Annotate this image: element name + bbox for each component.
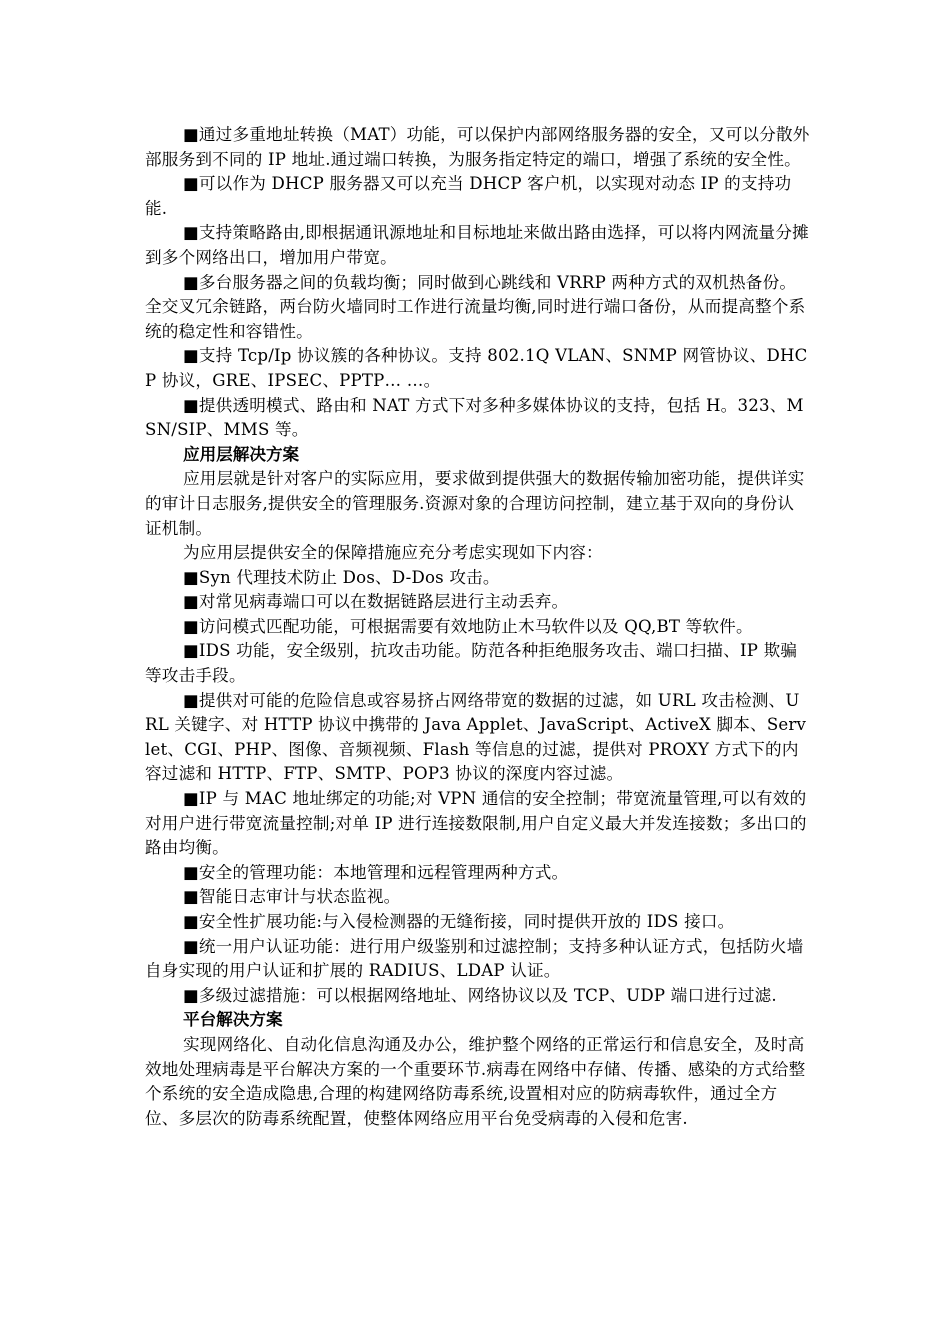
paragraph-management: ■安全的管理功能：本地管理和远程管理两种方式。 [183, 862, 569, 882]
paragraph-multimedia: ■提供透明模式、路由和 NAT 方式下对多种多媒体协议的支持，包括 H。323、MSN/SIP、MMS 等。 [145, 395, 804, 440]
heading-application-layer: 应用层解决方案 [183, 444, 300, 464]
paragraph-syn-proxy: ■Syn 代理技术防止 Dos、D-Dos 攻击。 [183, 567, 500, 587]
paragraph-policy-routing: ■支持策略路由,即根据通讯源地址和目标地址来做出路由选择，可以将内网流量分摊到多个网络出口，增加用户带宽。 [145, 223, 809, 267]
paragraph-ip-mac: ■IP 与 MAC 地址绑定的功能;对 VPN 通信的安全控制；带宽流量管理,可以有效的对用户进行带宽流量控制;对单 IP 进行连接数限制,用户自定义最大并发连接数；多出口的路由均衡。 [145, 789, 807, 858]
paragraph-virus-ports: ■对常见病毒端口可以在数据链路层进行主动丢弃。 [183, 592, 569, 612]
paragraph-auth: ■统一用户认证功能：进行用户级鉴别和过滤控制；支持多种认证方式，包括防火墙自身实现的用户认证和扩展的 RADIUS、LDAP 认证。 [145, 936, 804, 981]
paragraph-extension: ■安全性扩展功能:与入侵检测器的无缝衔接，同时提供开放的 IDS 接口。 [183, 912, 735, 931]
paragraph-platform: 实现网络化、自动化信息沟通及办公，维护整个网络的正常运行和信息安全，及时高效地处理病毒是平台解决方案的一个重要环节.病毒在网络中存储、传播、感染的方式给整个系统的安全造成隐患,合理的构建网络防毒系统,设置相对应的防病毒软件，通过全方位、多层次的防毒系统配置，使整体网络应用平台免受病毒的入侵和危害. [145, 1034, 806, 1128]
paragraph-tcpip: ■支持 Tcp/Ip 协议簇的各种协议。支持 802.1Q VLAN、SNMP 网管协议、DHCP 协议，GRE、IPSEC、PPTP… …。 [145, 346, 808, 390]
paragraph-multilevel-filter: ■多级过滤措施：可以根据网络地址、网络协议以及 TCP、UDP 端口进行过滤. [183, 985, 777, 1005]
paragraph-pattern-match: ■访问模式匹配功能，可根据需要有效地防止木马软件以及 QQ,BT 等软件。 [183, 616, 753, 636]
document-body [145, 123, 810, 1131]
paragraph-mat: ■通过多重地址转换（MAT）功能，可以保护内部网络服务器的安全，又可以分散外部服务到不同的 IP 地址.通过端口转换，为服务指定特定的端口，增强了系统的安全性。 [145, 125, 810, 169]
paragraph-app-measures: 为应用层提供安全的保障措施应充分考虑实现如下内容： [183, 543, 603, 563]
paragraph-logging: ■智能日志审计与状态监视。 [183, 887, 401, 907]
paragraph-app-intro: 应用层就是针对客户的实际应用，要求做到提供强大的数据传输加密功能，提供详实的审计日志服务,提供安全的管理服务.资源对象的合理访问控制，建立基于双向的身份认证机制。 [145, 469, 805, 538]
paragraph-load-balancing: ■多台服务器之间的负载均衡；同时做到心跳线和 VRRP 两种方式的双机热备份。全交叉冗余链路，两台防火墙同时工作进行流量均衡,同时进行端口备份，从而提高整个系统的稳定性和容错性。 [145, 272, 806, 341]
paragraph-content-filter: ■提供对可能的危险信息或容易挤占网络带宽的数据的过滤，如 URL 攻击检测、URL 关键字、对 HTTP 协议中携带的 Java Applet、JavaScript、ActiveX 脚本、Servlet、CGI、PHP、图像、音频视频、Flash 等信息的过滤，提供对 PROXY 方式下的内容过滤和 HTTP、FTP、SMTP、POP3 协议的深度内容过滤。 [145, 690, 807, 784]
paragraph-ids: ■IDS 功能，安全级别，抗攻击功能。防范各种拒绝服务攻击、端口扫描、IP 欺骗等攻击手段。 [145, 641, 798, 686]
heading-platform: 平台解决方案 [183, 1010, 283, 1030]
paragraph-dhcp: ■可以作为 DHCP 服务器又可以充当 DHCP 客户机，以实现对动态 IP 的支持功能. [145, 174, 792, 218]
